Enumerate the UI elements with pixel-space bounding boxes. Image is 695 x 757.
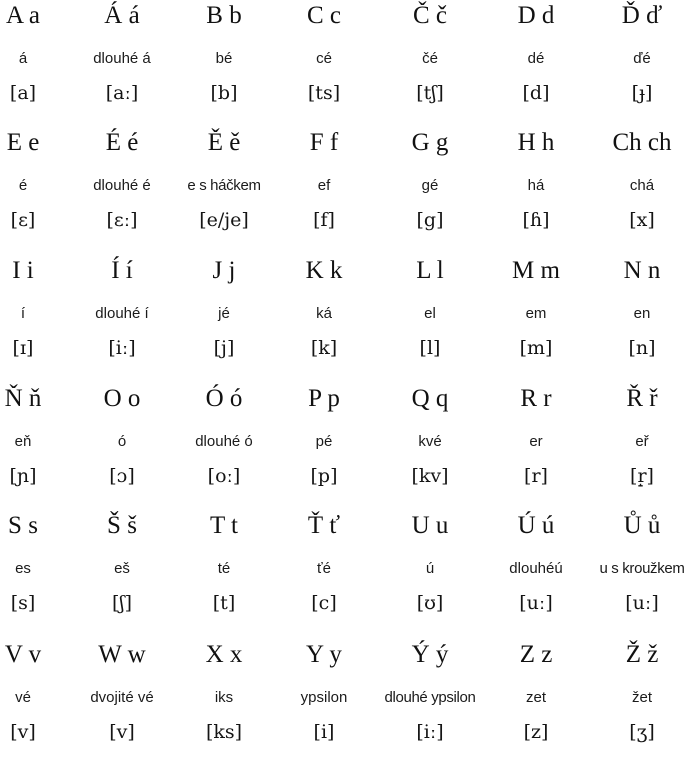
ipa-symbol: [r̝] [630,465,654,487]
letter-glyph: Ř ř [626,385,658,412]
letter-name: u s kroužkem [599,560,685,577]
letter-cell-k [268,255,380,373]
ipa-symbol: [t] [212,592,236,614]
ipa-symbol: [ts] [307,82,341,104]
letter-cell-g [374,127,486,245]
letter-glyph: N n [623,257,661,284]
letter-name: dlouhé í [95,305,149,322]
letter-name: í [20,305,26,322]
letter-glyph: S s [8,512,38,539]
ipa-symbol: [c] [311,592,337,614]
letter-name: ef [317,177,331,194]
ipa-symbol: [v] [10,721,36,743]
ipa-symbol: [uː] [519,592,553,614]
ipa-symbol: [a] [9,82,37,104]
ipa-symbol: [s] [10,592,36,614]
letter-cell-b [168,0,280,118]
letter-cell-ch [586,127,695,245]
letter-name: dlouhé ó [195,433,253,450]
ipa-symbol: [i] [313,721,335,743]
letter-glyph: Í í [111,257,133,284]
letter-name: kvé [418,433,442,450]
ipa-symbol: [iː] [416,721,444,743]
letter-name: dlouhé é [93,177,151,194]
letter-glyph: U u [411,512,449,539]
letter-name: ú [425,560,435,577]
letter-name: ypsilon [300,689,348,706]
ipa-symbol: [z] [523,721,549,743]
letter-glyph: V v [4,641,42,668]
letter-cell-q [374,383,486,501]
letter-glyph: Ú ú [517,512,555,539]
letter-cell-c-caron [374,0,486,118]
ipa-symbol: [m] [519,337,553,359]
ipa-symbol: [l] [419,337,441,359]
letter-name: ó [117,433,127,450]
letter-name: á [18,50,28,67]
ipa-symbol: [uː] [625,592,659,614]
letter-name: ká [316,305,332,322]
ipa-symbol: [p] [310,465,338,487]
ipa-symbol: [ɪ] [12,337,34,359]
letter-glyph: Y y [306,641,342,668]
letter-glyph: Ů ů [623,512,661,539]
letter-glyph: C c [306,2,342,29]
letter-cell-e-acute [66,127,178,245]
ipa-symbol: [aː] [105,82,139,104]
letter-name: e s háčkem [187,177,261,194]
letter-cell-z-caron [586,639,695,757]
ipa-symbol: [f] [313,209,335,231]
letter-glyph: Ý ý [411,641,449,668]
ipa-symbol: [ɟ] [631,82,653,104]
ipa-symbol: [ɔ] [109,465,135,487]
letter-glyph: A a [5,2,41,29]
ipa-symbol: [kv] [411,465,449,487]
letter-cell-l [374,255,486,373]
letter-glyph: K k [305,257,343,284]
letter-name: é [18,177,28,194]
letter-glyph: Č č [412,2,448,29]
letter-cell-w [66,639,178,757]
letter-name: eš [114,560,130,577]
letter-name: há [527,177,545,194]
letter-glyph: Ň ň [4,385,42,412]
letter-name: gé [421,177,439,194]
ipa-symbol: [ʒ] [629,721,655,743]
ipa-symbol: [x] [629,209,655,231]
ipa-symbol: [ʊ] [416,592,444,614]
alphabet-row-3 [0,255,695,373]
letter-name: jé [218,305,230,322]
letter-glyph: Ch ch [612,129,672,156]
letter-glyph: W w [98,641,146,668]
alphabet-row-5 [0,510,695,628]
letter-glyph: Ž ž [625,641,659,668]
letter-name: eň [14,433,32,450]
letter-glyph: T t [209,512,238,539]
letter-name: er [529,433,543,450]
alphabet-row-4 [0,383,695,501]
letter-cell-y [268,639,380,757]
letter-cell-r-caron [586,383,695,501]
alphabet-row-2 [0,127,695,245]
ipa-symbol: [tʃ] [416,82,444,104]
letter-glyph: B b [206,2,242,29]
letter-cell-t [168,510,280,628]
letter-name: té [217,560,231,577]
letter-name: vé [15,689,31,706]
letter-glyph: G g [411,129,449,156]
letter-name: dlouhé ypsilon [384,689,476,706]
letter-glyph: H h [517,129,555,156]
letter-name: ďé [633,50,651,67]
letter-glyph: O o [103,385,141,412]
letter-glyph: E e [6,129,40,156]
alphabet-row-1 [0,0,695,118]
ipa-symbol: [g] [416,209,444,231]
letter-cell-i-acute [66,255,178,373]
letter-cell-t-caron [268,510,380,628]
letter-cell-d [480,0,592,118]
ipa-symbol: [v] [109,721,135,743]
ipa-symbol: [n] [628,337,656,359]
letter-name: ťé [317,560,331,577]
ipa-symbol: [d] [522,82,550,104]
letter-glyph: Q q [411,385,449,412]
letter-cell-y-acute [374,639,486,757]
letter-name: el [424,305,436,322]
alphabet-row-6 [0,639,695,757]
letter-cell-z [480,639,592,757]
letter-name: dlouhé á [93,50,151,67]
letter-cell-r [480,383,592,501]
letter-glyph: Ě ě [207,129,241,156]
letter-name: dvojité vé [90,689,154,706]
letter-glyph: Á á [104,2,140,29]
letter-name: em [525,305,547,322]
letter-name: iks [214,689,234,706]
letter-glyph: M m [512,257,560,284]
letter-glyph: P p [308,385,340,412]
letter-name: cé [316,50,332,67]
letter-glyph: F f [309,129,339,156]
letter-glyph: Z z [519,641,553,668]
letter-cell-u [374,510,486,628]
letter-cell-u-acute [480,510,592,628]
ipa-symbol: [oː] [207,465,241,487]
letter-cell-s-caron [66,510,178,628]
letter-name: en [633,305,651,322]
letter-glyph: J j [212,257,236,284]
ipa-symbol: [e/je] [199,209,249,231]
ipa-symbol: [ʃ] [112,592,132,614]
letter-glyph: Ť ť [307,512,341,539]
ipa-symbol: [k] [310,337,338,359]
letter-name: bé [215,50,233,67]
letter-glyph: Š š [107,512,137,539]
letter-cell-f [268,127,380,245]
letter-cell-c [268,0,380,118]
ipa-symbol: [ɦ] [522,209,550,231]
ipa-symbol: [r] [524,465,548,487]
ipa-symbol: [iː] [108,337,136,359]
letter-name: pé [315,433,333,450]
letter-cell-o-acute [168,383,280,501]
letter-cell-e-caron [168,127,280,245]
letter-name: čé [422,50,438,67]
letter-glyph: É é [105,129,139,156]
letter-cell-h [480,127,592,245]
letter-cell-d-caron [586,0,695,118]
letter-cell-p [268,383,380,501]
letter-cell-x [168,639,280,757]
letter-name: zet [525,689,546,706]
ipa-symbol: [ɛ] [10,209,36,231]
ipa-symbol: [ɛː] [106,209,138,231]
letter-glyph: R r [520,385,552,412]
letter-glyph: L l [416,257,444,284]
letter-glyph: I i [12,257,34,284]
letter-glyph: Ď ď [621,2,663,29]
letter-name: chá [629,177,655,194]
letter-name: dlouhéú [509,560,563,577]
ipa-symbol: [j] [213,337,235,359]
letter-cell-a-acute [66,0,178,118]
letter-name: es [15,560,31,577]
letter-name: žet [631,689,652,706]
letter-name: eř [635,433,649,450]
letter-cell-m [480,255,592,373]
ipa-symbol: [ɲ] [9,465,37,487]
letter-glyph: Ó ó [205,385,243,412]
letter-cell-j [168,255,280,373]
letter-cell-u-ring [586,510,695,628]
letter-glyph: X x [205,641,243,668]
letter-glyph: D d [517,2,555,29]
ipa-symbol: [ks] [205,721,243,743]
letter-cell-o [66,383,178,501]
letter-cell-n [586,255,695,373]
ipa-symbol: [b] [210,82,238,104]
letter-name: dé [527,50,545,67]
